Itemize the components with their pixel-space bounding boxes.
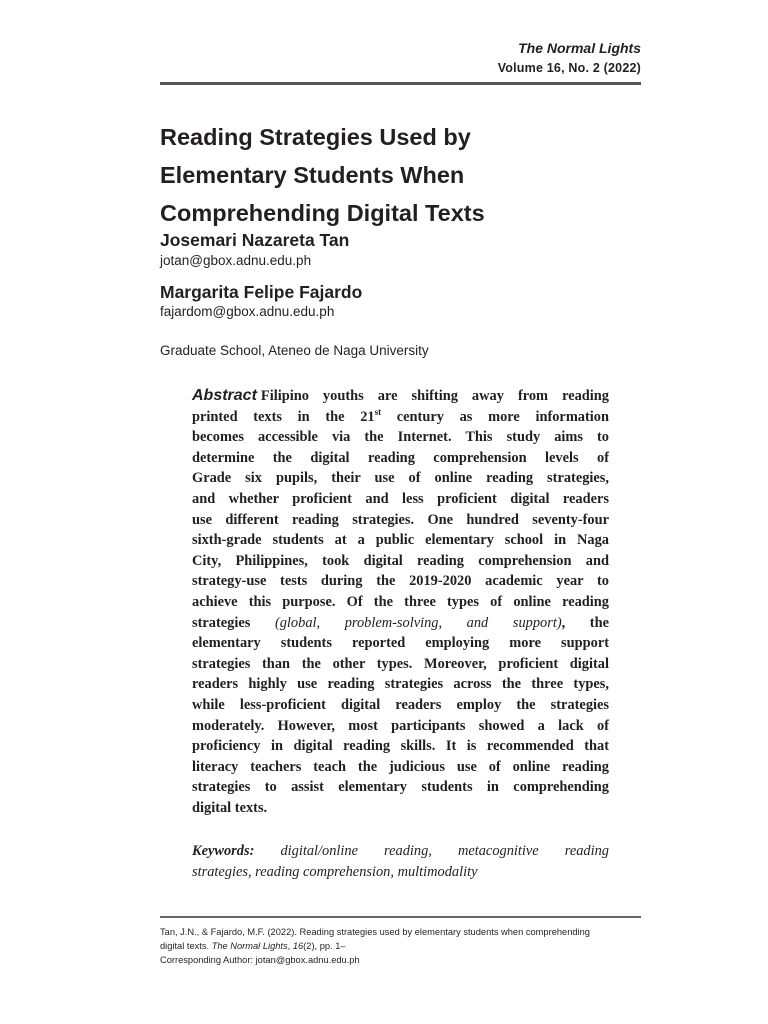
abstract-line: and whether proficient and less proficient digital readers xyxy=(192,490,609,507)
journal-name: The Normal Lights xyxy=(518,40,641,56)
paper-title xyxy=(160,118,641,232)
abstract-line: literacy teachers teach the judicious use of online reading xyxy=(192,758,609,775)
citation-text: , xyxy=(287,941,293,951)
abstract xyxy=(192,386,609,818)
citation-volume: 16 xyxy=(292,941,304,951)
title-line: Elementary Students When xyxy=(160,162,465,188)
title-line: Reading Strategies Used by xyxy=(160,124,471,150)
abstract-line: readers highly use reading strategies across the three types, xyxy=(192,676,609,693)
abstract-text: century as more information xyxy=(381,408,609,425)
abstract-text: , the xyxy=(561,614,609,631)
abstract-line: strategy-use tests during the 2019-2020 academic year to xyxy=(192,573,609,590)
abstract-line: strategies than the other types. Moreover, proficient digital xyxy=(192,655,609,672)
superscript: st xyxy=(374,406,382,417)
abstract-line: determine the digital reading comprehension levels of xyxy=(192,449,609,466)
keywords-text: digital/online reading, metacognitive reading xyxy=(280,843,609,859)
abstract-line xyxy=(192,386,609,407)
abstract-line: becomes accessible via the Internet. This study aims to xyxy=(192,429,609,446)
citation-line xyxy=(160,939,641,953)
abstract-line: use different reading strategies. One hundred seventy-four xyxy=(192,511,609,528)
keywords xyxy=(192,841,609,882)
keywords-line: strategies, reading comprehension, multimodality xyxy=(192,863,478,880)
affiliation: Graduate School, Ateneo de Naga University xyxy=(160,343,429,358)
abstract-line: digital texts. xyxy=(192,799,268,816)
footer-rule xyxy=(160,916,641,918)
citation-footer xyxy=(160,925,641,967)
abstract-line: moderately. However, most participants showed a lack of xyxy=(192,717,609,734)
header-rule xyxy=(160,82,641,85)
keywords-label: Keywords: xyxy=(192,843,255,859)
abstract-italic-text: (global, problem-solving, and support) xyxy=(274,614,562,631)
keywords-line xyxy=(192,841,609,862)
citation-text: digital texts. xyxy=(160,941,212,951)
citation-journal: The Normal Lights xyxy=(211,941,288,951)
abstract-text: strategies xyxy=(192,614,275,631)
abstract-heading: Abstract xyxy=(192,387,257,404)
abstract-line xyxy=(192,613,609,634)
corresponding-author: Corresponding Author: jotan@gbox.adnu.edu.ph xyxy=(160,955,360,965)
author-name: Margarita Felipe Fajardo xyxy=(160,282,363,302)
citation-line: Tan, J.N., & Fajardo, M.F. (2022). Reading strategies used by elementary students when comprehending xyxy=(160,927,590,937)
citation-text: (2), pp. 1– xyxy=(303,941,346,951)
author-email: fajardom@gbox.adnu.edu.ph xyxy=(160,304,335,319)
abstract-text: Filipino youths are shifting away from reading xyxy=(260,388,609,404)
abstract-line: while less-proficient digital readers employ the strategies xyxy=(192,696,609,713)
abstract-line xyxy=(192,407,609,428)
title-line: Comprehending Digital Texts xyxy=(160,200,485,226)
abstract-line: strategies to assist elementary students in comprehending xyxy=(192,779,609,796)
abstract-line: sixth-grade students at a public elementary school in Naga xyxy=(192,532,609,549)
abstract-line: City, Philippines, took digital reading comprehension and xyxy=(192,552,609,569)
abstract-line: elementary students reported employing more support xyxy=(192,635,609,652)
author-email: jotan@gbox.adnu.edu.ph xyxy=(160,253,312,268)
abstract-line: achieve this purpose. Of the three types of online reading xyxy=(192,593,609,610)
volume-issue: Volume 16, No. 2 (2022) xyxy=(497,61,641,75)
abstract-line: Grade six pupils, their use of online reading strategies, xyxy=(192,470,609,487)
author-name: Josemari Nazareta Tan xyxy=(160,230,350,250)
abstract-line: proficiency in digital reading skills. It is recommended that xyxy=(192,738,609,755)
abstract-text: printed texts in the 21 xyxy=(192,408,375,425)
